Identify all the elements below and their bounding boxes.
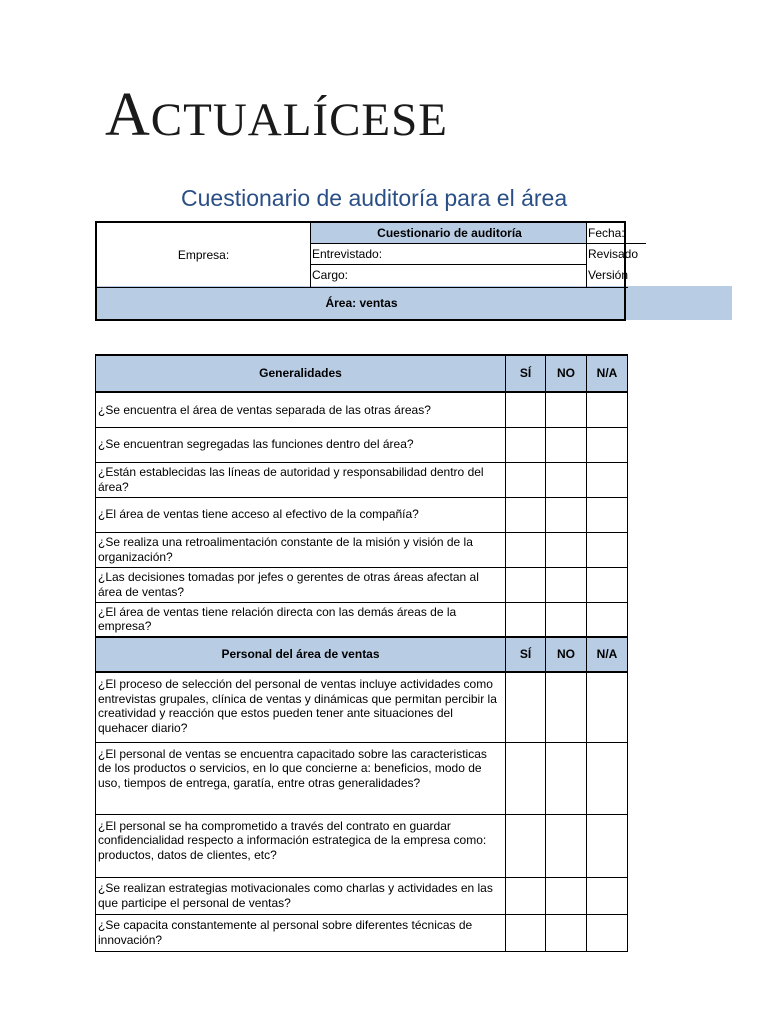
questionnaire-label: Cuestionario de auditoría: [311, 223, 587, 244]
answer-no-cell[interactable]: [546, 462, 587, 497]
answer-no-cell[interactable]: [546, 914, 587, 951]
question-text: ¿El área de ventas tiene relación directa con las demás áreas de la empresa?: [96, 602, 506, 637]
answer-no-cell[interactable]: [546, 672, 587, 742]
question-text: ¿Se realiza una retroalimentación constante de la misión y visión de la organización?: [96, 532, 506, 567]
answer-no-cell[interactable]: [546, 814, 587, 877]
column-na: N/A: [587, 355, 628, 392]
answer-si-cell[interactable]: [506, 497, 546, 532]
question-row: [96, 532, 628, 567]
question-row: [96, 814, 628, 877]
answer-si-cell[interactable]: [506, 877, 546, 914]
answer-si-cell[interactable]: [506, 462, 546, 497]
logo-initial: A: [105, 81, 151, 149]
question-row: [96, 392, 628, 427]
column-si: SÍ: [506, 355, 546, 392]
column-no: NO: [546, 355, 587, 392]
question-text: ¿El personal de ventas se encuentra capacitado sobre las caracteristicas de los productos o servicios, en lo que concierne a: beneficios, modo de uso, tiempos de entrega, garatía, entre otras generalidades?: [96, 742, 506, 814]
answer-si-cell[interactable]: [506, 742, 546, 814]
fecha-label: Fecha:: [586, 223, 646, 244]
answer-no-cell[interactable]: [546, 427, 587, 462]
question-row: [96, 567, 628, 602]
answer-na-cell[interactable]: [587, 532, 628, 567]
document-title: Cuestionario de auditoría para el área: [181, 185, 568, 211]
question-row: [96, 672, 628, 742]
section-header-row: [96, 637, 628, 672]
answer-no-cell[interactable]: [546, 602, 587, 637]
question-text: ¿El área de ventas tiene acceso al efectivo de la compañía?: [96, 497, 506, 532]
question-text: ¿Las decisiones tomadas por jefes o gerentes de otras áreas afectan al área de ventas?: [96, 567, 506, 602]
question-text: ¿El personal se ha comprometido a través del contrato en guardar confidencialidad respecto a información estrategica de la empresa como: productos, datos de clientes, etc?: [96, 814, 506, 877]
column-na: N/A: [587, 637, 628, 672]
answer-no-cell[interactable]: [546, 742, 587, 814]
question-text: ¿Se capacita constantemente al personal sobre diferentes técnicas de innovación?: [96, 914, 506, 951]
question-text: ¿Se encuentra el área de ventas separada de las otras áreas?: [96, 392, 506, 427]
answer-si-cell[interactable]: [506, 814, 546, 877]
column-si: SÍ: [506, 637, 546, 672]
answer-si-cell[interactable]: [506, 914, 546, 951]
answer-no-cell[interactable]: [546, 497, 587, 532]
answer-no-cell[interactable]: [546, 532, 587, 567]
question-row: [96, 914, 628, 951]
version-label: Versión: [586, 265, 646, 287]
area-label: Área: ventas: [325, 296, 398, 310]
logo-rest: CTUALÍCESE: [150, 94, 448, 146]
answer-si-cell[interactable]: [506, 602, 546, 637]
answer-na-cell[interactable]: [587, 742, 628, 814]
answer-si-cell[interactable]: [506, 392, 546, 427]
entrevistado-label: Entrevistado:: [311, 244, 587, 265]
answer-no-cell[interactable]: [546, 877, 587, 914]
question-text: ¿Se encuentran segregadas las funciones dentro del área?: [96, 427, 506, 462]
audit-questionnaire-table: [95, 354, 628, 952]
answer-si-cell[interactable]: [506, 672, 546, 742]
answer-na-cell[interactable]: [587, 427, 628, 462]
empresa-label: Empresa:: [97, 223, 311, 287]
answer-na-cell[interactable]: [587, 462, 628, 497]
question-row: [96, 877, 628, 914]
answer-si-cell[interactable]: [506, 427, 546, 462]
question-row: [96, 427, 628, 462]
section-title: Personal del área de ventas: [96, 637, 506, 672]
answer-si-cell[interactable]: [506, 567, 546, 602]
section-title: Generalidades: [96, 355, 506, 392]
answer-na-cell[interactable]: [587, 914, 628, 951]
question-text: ¿El proceso de selección del personal de ventas incluye actividades como entrevistas grupales, clínica de ventas y dinámicas que permitan percibir la creatividad y reacción que estos pueden tener ante situaciones del quehacer diario?: [96, 672, 506, 742]
answer-na-cell[interactable]: [587, 497, 628, 532]
answer-no-cell[interactable]: [546, 392, 587, 427]
cargo-label: Cargo:: [312, 268, 349, 282]
question-row: [96, 602, 628, 637]
question-row: [96, 462, 628, 497]
answer-no-cell[interactable]: [546, 567, 587, 602]
answer-si-cell[interactable]: [506, 532, 546, 567]
question-text: ¿Se realizan estrategias motivacionales como charlas y actividades en las que participe el personal de ventas?: [96, 877, 506, 914]
actualicese-logo: [105, 80, 448, 155]
answer-na-cell[interactable]: [587, 814, 628, 877]
answer-na-cell[interactable]: [587, 567, 628, 602]
question-row: [96, 497, 628, 532]
answer-na-cell[interactable]: [587, 672, 628, 742]
question-text: ¿Están establecidas las líneas de autoridad y responsabilidad dentro del área?: [96, 462, 506, 497]
section-header-row: [96, 355, 628, 392]
question-row: [96, 742, 628, 814]
revisado-label: Revisado: [586, 244, 646, 265]
answer-na-cell[interactable]: [587, 392, 628, 427]
answer-na-cell[interactable]: [587, 602, 628, 637]
column-no: NO: [546, 637, 587, 672]
answer-na-cell[interactable]: [587, 877, 628, 914]
